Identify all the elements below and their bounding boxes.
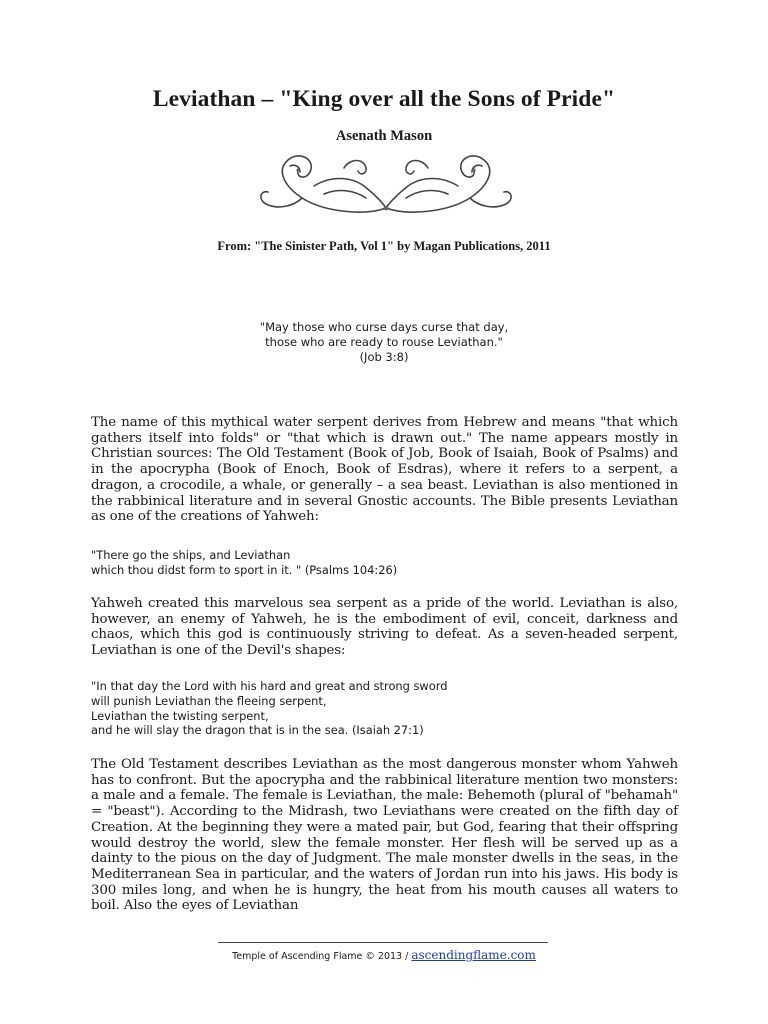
quote-line: "In that day the Lord with his hard and great and strong sword: [91, 679, 448, 693]
epigraph-line: "May those who curse days curse that day,: [259, 320, 509, 334]
quote-line: will punish Leviathan the fleeing serpent,: [91, 693, 327, 708]
epigraph: [0, 320, 768, 365]
quote-line: "There go the ships, and Leviathan: [91, 548, 291, 562]
footer-text: Temple of Ascending Flame © 2013 /: [232, 951, 412, 962]
source-citation: From: "The Sinister Path, Vol 1" by Magan Publications, 2011: [217, 239, 551, 253]
quote-line: which thou didst form to sport in it. " (Psalms 104:26): [91, 562, 398, 577]
epigraph-line: those who are ready to rouse Leviathan.": [265, 335, 503, 349]
footer-divider: [218, 942, 548, 943]
paragraph-3: The Old Testament describes Leviathan as the most dangerous monster whom Yahweh has to confront. But the apocrypha and the rabbinical literature mention two monsters: a male and a female. The female is Leviathan, the male: Behemoth (plural of "behamah" = "beast"). According to the Midrash, two Leviathans were created on the fifth day of Creation. At the beginning they were a mated pair, but God, fearing that their offspring would destroy the world, slew the female monster. Her flesh will be served up as a dainty to the pious on the day of Judgment. The male monster dwells in the seas, in the Mediterranean Sea in particular, and the waters of Jordan run into his jaws. His body is 300 miles long, and when he is hungry, the heat from his mouth causes all waters to boil. Also the eyes of Leviathan: [91, 757, 678, 914]
footer-link[interactable]: ascendingflame.com: [411, 948, 536, 962]
quote-isaiah: [91, 679, 678, 738]
paragraph-2: Yahweh created this marvelous sea serpent as a pride of the world. Leviathan is also, however, an enemy of Yahweh, he is the embodiment of evil, conceit, darkness and chaos, which this god is continuously striving to defeat. As a seven-headed serpent, Leviathan is one of the Devil's shapes:: [91, 596, 678, 659]
footer: [0, 948, 768, 962]
document-title: Leviathan – "King over all the Sons of Pride": [152, 86, 616, 112]
author-name: Asenath Mason: [335, 128, 433, 144]
epigraph-line: (Job 3:8): [359, 350, 409, 364]
quote-line: and he will slay the dragon that is in the sea. (Isaiah 27:1): [91, 723, 424, 738]
paragraph-1: The name of this mythical water serpent derives from Hebrew and means "that which gathers itself into folds" or "that which is drawn out." The name appears mostly in Christian sources: The Old Testament (Book of Job, Book of Isaiah, Book of Psalms) and in the apocrypha (Book of Enoch, Book of Esdras), where it refers to a serpent, a dragon, a crocodile, a whale, or generally – a sea beast. Leviathan is also mentioned in the rabbinical literature and in several Gnostic accounts. The Bible presents Leviathan as one of the creations of Yahweh:: [91, 415, 678, 525]
quote-psalms: [91, 548, 678, 578]
ornament-icon: [254, 146, 518, 220]
quote-line: Leviathan the twisting serpent,: [91, 708, 269, 723]
